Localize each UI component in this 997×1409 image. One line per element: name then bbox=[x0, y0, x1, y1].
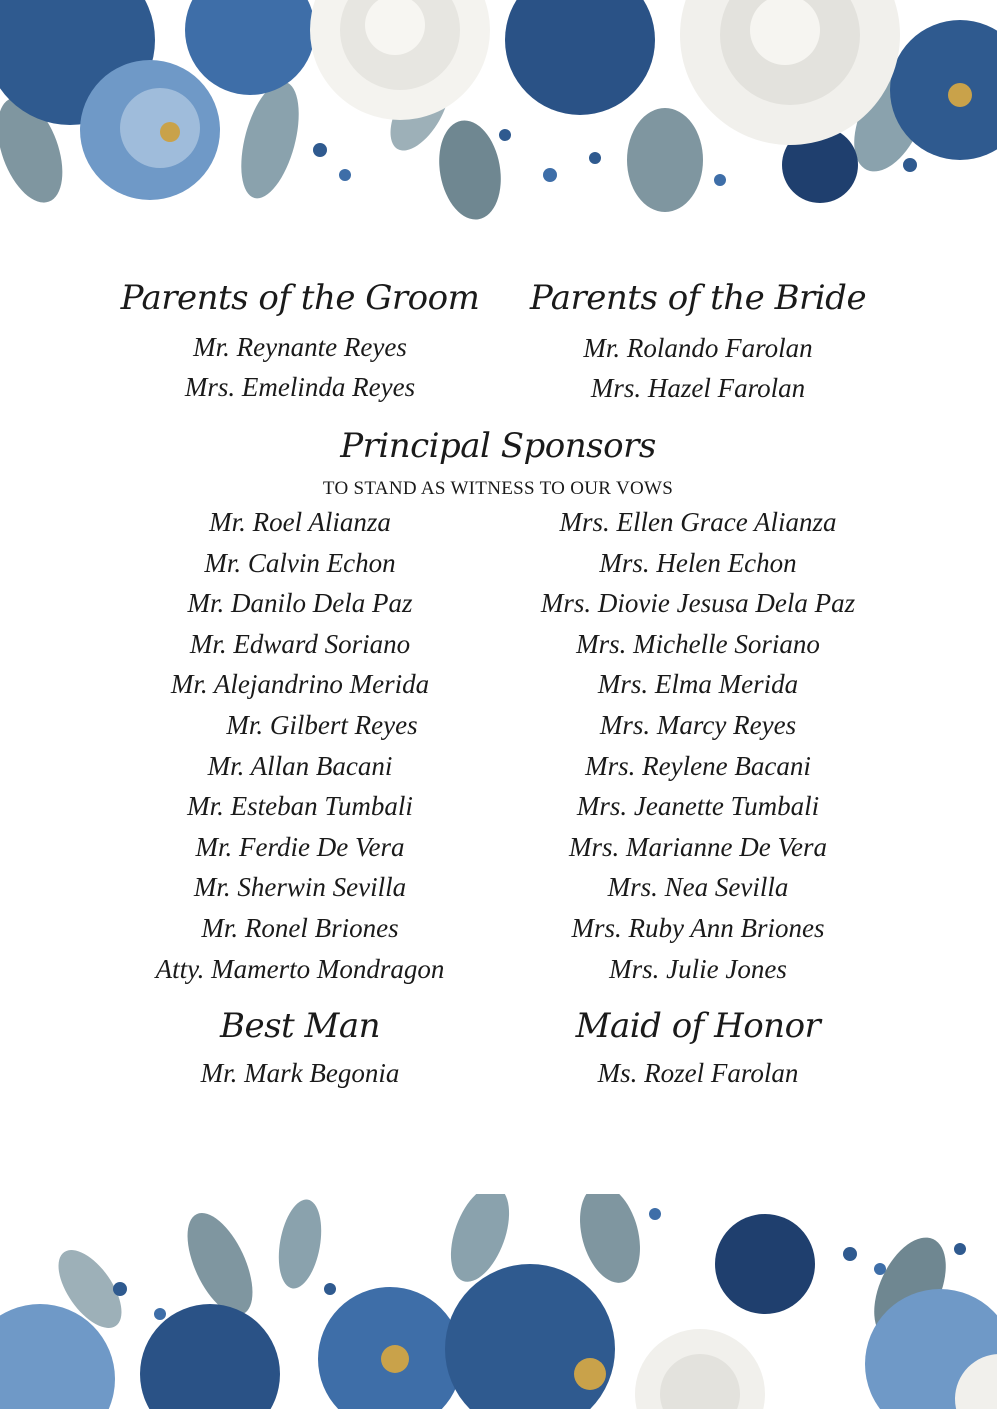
sponsor-name: Mrs. Helen Echon bbox=[599, 547, 797, 578]
floral-border-top bbox=[0, 0, 997, 225]
sponsor-name: Mr. Gilbert Reyes bbox=[226, 709, 418, 740]
best-man-name: Mr. Mark Begonia bbox=[200, 1058, 400, 1088]
floral-border-bottom bbox=[0, 1194, 997, 1409]
bride-parent-name: Mr. Rolando Farolan bbox=[583, 333, 813, 363]
maid-of-honor-name: Ms. Rozel Farolan bbox=[597, 1058, 799, 1088]
sponsor-name: Mrs. Reylene Bacani bbox=[585, 750, 811, 781]
sponsor-name: Mr. Alejandrino Merida bbox=[170, 669, 430, 700]
sponsor-name: Mr. Allan Bacani bbox=[207, 750, 393, 781]
principal-sponsors-subheading: TO STAND AS WITNESS TO OUR VOWS bbox=[322, 478, 674, 499]
sponsor-name: Mr. Edward Soriano bbox=[189, 628, 411, 659]
sponsor-name: Mrs. Diovie Jesusa Dela Paz bbox=[540, 588, 856, 619]
bride-parent-name: Mrs. Hazel Farolan bbox=[590, 373, 806, 403]
sponsor-name: Mr. Esteban Tumbali bbox=[187, 791, 413, 822]
maid-of-honor-heading: Maid of Honor bbox=[575, 1006, 821, 1046]
sponsor-name: Mrs. Marianne De Vera bbox=[569, 831, 827, 862]
sponsor-name: Mrs. Nea Sevilla bbox=[607, 872, 789, 903]
sponsor-name: Mr. Danilo Dela Paz bbox=[187, 588, 413, 619]
sponsor-name: Mrs. Ruby Ann Briones bbox=[571, 912, 825, 943]
sponsors-women-list bbox=[498, 502, 898, 989]
sponsors-men-list bbox=[100, 502, 500, 989]
principal-sponsors-heading: Principal Sponsors bbox=[340, 426, 656, 466]
bride-parents-heading: Parents of the Bride bbox=[529, 278, 867, 318]
sponsor-name: Mrs. Michelle Soriano bbox=[576, 628, 820, 659]
groom-parent-name: Mr. Reynante Reyes bbox=[193, 332, 407, 362]
sponsor-name: Mr. Calvin Echon bbox=[204, 547, 396, 578]
best-man-heading: Best Man bbox=[219, 1006, 380, 1046]
groom-parents-heading: Parents of the Groom bbox=[120, 278, 480, 318]
sponsor-name: Mr. Ferdie De Vera bbox=[195, 831, 405, 862]
sponsor-name: Mrs. Marcy Reyes bbox=[599, 709, 797, 740]
sponsor-name: Mrs. Jeanette Tumbali bbox=[576, 791, 820, 822]
sponsor-name: Atty. Mamerto Mondragon bbox=[155, 953, 445, 984]
sponsor-name: Mr. Ronel Briones bbox=[201, 912, 399, 943]
sponsor-name: Mrs. Ellen Grace Alianza bbox=[559, 507, 837, 537]
sponsor-name: Mr. Roel Alianza bbox=[209, 507, 391, 537]
sponsor-name: Mrs. Elma Merida bbox=[597, 669, 799, 700]
groom-parent-name: Mrs. Emelinda Reyes bbox=[184, 372, 416, 402]
sponsor-name: Mr. Sherwin Sevilla bbox=[193, 872, 407, 903]
sponsor-name: Mrs. Julie Jones bbox=[609, 953, 787, 984]
